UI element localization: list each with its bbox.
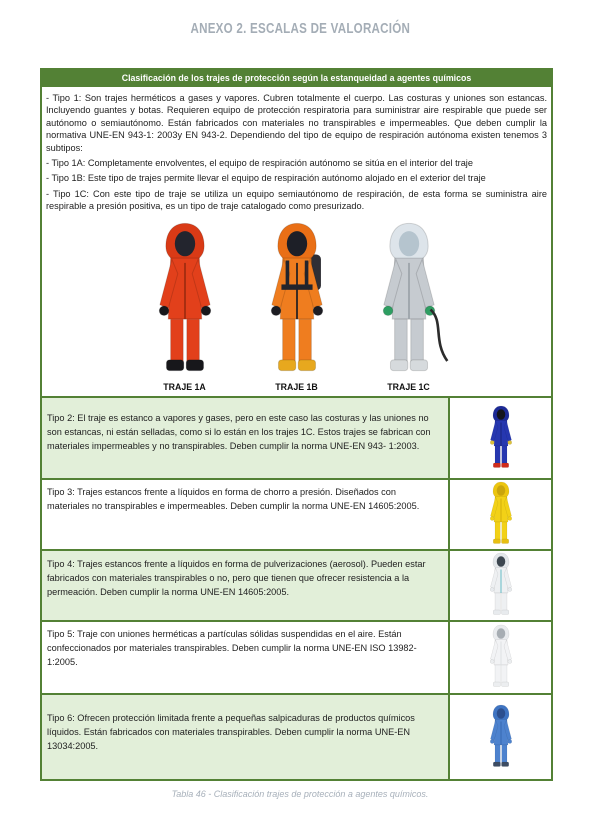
tipo2-row bbox=[42, 396, 551, 478]
tipo2-text: Tipo 2: El traje es estanco a vapores y gases, pero en este caso las costuras y las uniones no son estancas, ni están selladas, como si lo están en los trajes 1C. Estos trajes se fabrican con materiales impermeables y no transpirables. Deben cumplir la norma UNE-EN 943- 1:2003. bbox=[42, 398, 448, 478]
traje-1a-label: TRAJE 1A bbox=[163, 381, 206, 392]
tipo2-image-cell bbox=[448, 398, 551, 478]
tipo6-image-cell bbox=[448, 695, 551, 779]
tipo4-text: Tipo 4: Trajes estancos frente a líquidos en forma de pulverizaciones (aerosol). Pueden estar fabricados con materiales transpirables o no, pero que tienen que ofrecer resistencia a la permeación. Deben cumplir la norma UNE-EN 14605:2005. bbox=[42, 551, 448, 620]
traje-1a-image bbox=[142, 221, 228, 379]
traje-1c-image bbox=[366, 221, 452, 379]
tipo5-row bbox=[42, 620, 551, 693]
page-title-text: ANEXO 2. ESCALAS DE VALORACIÓN bbox=[190, 21, 410, 37]
classification-table bbox=[40, 68, 553, 781]
tipo6-suit-image bbox=[483, 704, 519, 770]
tipo1a-subtype-paragraph: - Tipo 1A: Completamente envolventes, el equipo de respiración autónomo se sitúa en el interior del traje bbox=[46, 158, 473, 169]
tipo3-suit-image bbox=[483, 481, 519, 547]
tipo1-section bbox=[42, 87, 551, 396]
tipo3-text: Tipo 3: Trajes estancos frente a líquidos en forma de chorro a presión. Diseñados con materiales no transpirables e impermeables. Deben cumplir la norma UNE-EN 14605:2005. bbox=[47, 486, 420, 511]
tipo1b-subtype-paragraph: - Tipo 1B: Este tipo de trajes permite llevar el equipo de respiración autónomo alojado en el exterior del traje bbox=[46, 173, 486, 184]
tipo1-suit-images bbox=[46, 221, 547, 392]
tipo1-intro-paragraph: - Tipo 1: Son trajes herméticos a gases y vapores. Cubren totalmente el cuerpo. Las costuras y uniones son estancas. Incluyendo guantes y botas. Requieren equipo de protección respiratoria para suministrar aire respirable que puede ser autónomo o semiautónomo. Están fabricados con materiales no transpirables e impermeables. Que deben cumplir la normativa UNE-EN 943-1: 2003y EN 943-2. Dependiendo del tipo de equipo de respiración autónoma existen tenemos 3 subtipos: bbox=[46, 93, 547, 153]
tipo5-image-cell bbox=[448, 622, 551, 693]
traje-1b-figure bbox=[254, 221, 340, 392]
page-title bbox=[0, 20, 600, 38]
traje-1b-label: TRAJE 1B bbox=[275, 381, 318, 392]
tipo6-row bbox=[42, 693, 551, 779]
table-caption bbox=[0, 789, 600, 799]
tipo4-row bbox=[42, 549, 551, 620]
tipo3-image-cell bbox=[448, 480, 551, 549]
tipo2-suit-image bbox=[483, 405, 519, 471]
tipo4-suit-image bbox=[483, 552, 519, 618]
tipo5-suit-image bbox=[483, 624, 519, 690]
tipo4-image-cell bbox=[448, 551, 551, 620]
traje-1a-figure bbox=[142, 221, 228, 392]
traje-1b-image bbox=[254, 221, 340, 379]
tipo6-text: Tipo 6: Ofrecen protección limitada frente a pequeñas salpicaduras de productos químicos líquidos. Están fabricados con materiales transpirables. Deben cumplir la norma UNE-EN 13034:2005. bbox=[42, 695, 448, 779]
table-caption-text: Tabla 46 - Clasificación trajes de protección a agentes químicos. bbox=[171, 789, 429, 799]
traje-1c-figure bbox=[366, 221, 452, 392]
traje-1c-label: TRAJE 1C bbox=[387, 381, 430, 392]
tipo5-text: Tipo 5: Traje con uniones herméticas a partículas sólidas suspendidas en el aire. Están confeccionados por materiales transpirables. Deben cumplir la norma UNE-EN ISO 13982-1:2005. bbox=[47, 628, 417, 667]
table-title: Clasificación de los trajes de protección según la estanqueidad a agentes químicos bbox=[42, 70, 551, 87]
tipo1c-subtype-paragraph: - Tipo 1C: Con este tipo de traje se utiliza un equipo semiautónomo de respiración, de esta forma se suministra aire respirable a presión positiva, es un tipo de traje catalogado como presurizado. bbox=[46, 188, 547, 212]
tipo3-row bbox=[42, 478, 551, 549]
